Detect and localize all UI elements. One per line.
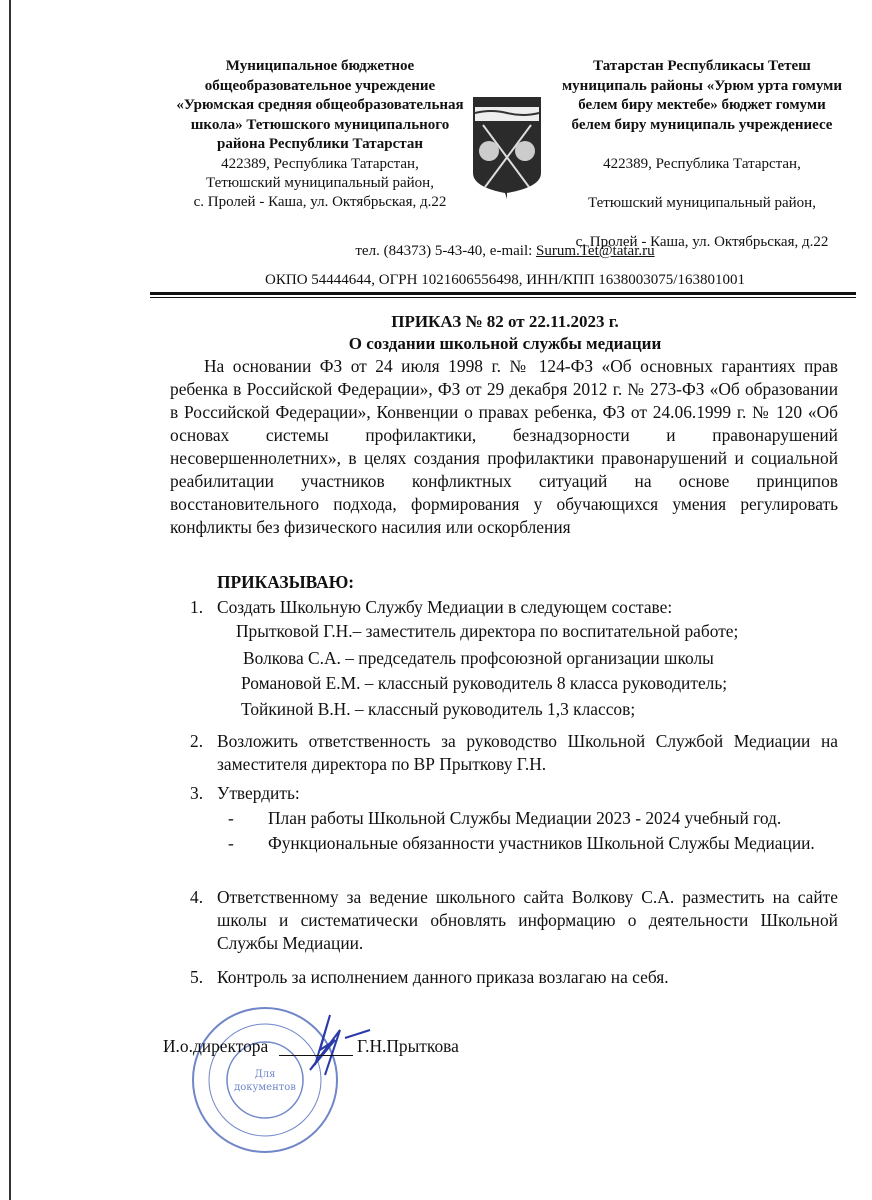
coat-of-arms-emblem bbox=[471, 95, 543, 201]
dash-marker: - bbox=[228, 808, 234, 828]
item-text: Контроль за исполнением данного приказа возлагаю на себя. bbox=[217, 967, 669, 987]
header-line: Муниципальное бюджетное bbox=[225, 58, 415, 74]
signatory-role: И.о.директора bbox=[163, 1036, 269, 1056]
header-left bbox=[160, 57, 480, 212]
header-right bbox=[552, 57, 852, 252]
scan-edge bbox=[9, 0, 11, 1200]
svg-text:документов: документов bbox=[234, 1082, 296, 1093]
address-line: с. Пролей - Каша, ул. Октябрьская, д.22 bbox=[193, 193, 447, 210]
item-text: Ответственному за ведение школьного сайта Волкову С.А. разместить на сайте школы и систематически обновлять информацию о деятельности Школьной Службы Медиации. bbox=[217, 887, 838, 953]
header-line: белем биру мектебе» бюджет гомуми bbox=[578, 97, 826, 113]
header-divider bbox=[150, 292, 856, 295]
header-line: Татарстан Республикасы Тетеш bbox=[593, 58, 811, 74]
member-line: Прытковой Г.Н.– заместитель директора по воспитательной работе; bbox=[236, 621, 739, 641]
item-text: Создать Школьную Службу Медиации в следующем составе: bbox=[217, 597, 673, 617]
email-link[interactable]: Surum.Tet@tatar.ru bbox=[536, 243, 655, 259]
header-line: общеобразовательное учреждение bbox=[204, 77, 436, 94]
signatory-name: Г.Н.Прыткова bbox=[357, 1036, 459, 1056]
address-line: 422389, Республика Татарстан, bbox=[603, 156, 801, 172]
contacts-line bbox=[150, 243, 860, 260]
approve-item bbox=[170, 832, 838, 855]
order-subtitle: О создании школьной службы медиации bbox=[348, 334, 662, 353]
header-line: белем биру муниципаль учреждениесе bbox=[571, 116, 833, 133]
address-line: с. Пролей - Каша, ул. Октябрьская, д.22 bbox=[575, 234, 829, 250]
registry-line: ОКПО 54444644, ОГРН 1021606556498, ИНН/КПП 1638003075/163801001 bbox=[265, 272, 745, 288]
list-item bbox=[190, 886, 838, 955]
order-word: ПРИКАЗЫВАЮ: bbox=[217, 572, 355, 592]
member-line: Романовой Е.М. – классный руководитель 8 класса руководитель; bbox=[241, 673, 728, 693]
approve-text: План работы Школьной Службы Медиации 2023 - 2024 учебный год. bbox=[268, 808, 782, 828]
address-line: Тетюшский муниципальный район, bbox=[206, 174, 434, 191]
address-line: Тетюшский муниципальный район, bbox=[588, 195, 816, 211]
item-number: 1. bbox=[190, 597, 204, 617]
header-line: «Урюмская средняя общеобразовательная bbox=[176, 97, 464, 113]
list-item bbox=[190, 782, 838, 805]
approve-text: Функциональные обязанности участников Школьной Службы Медиации. bbox=[268, 833, 815, 853]
list-item bbox=[190, 730, 838, 776]
item-number: 4. bbox=[190, 887, 204, 907]
item-number: 5. bbox=[190, 967, 204, 987]
header-line: муниципаль районы «Урюм урта гомуми bbox=[561, 77, 843, 94]
approve-item bbox=[170, 807, 838, 830]
item-text: Утвердить: bbox=[217, 783, 300, 803]
item-number: 2. bbox=[190, 731, 204, 751]
list-item bbox=[190, 596, 838, 619]
item-text: Возложить ответственность за руководство Школьной Службой Медиации на заместителя директора по ВР Прыткову Г.Н. bbox=[217, 731, 838, 774]
item-number: 3. bbox=[190, 783, 204, 803]
list-item bbox=[190, 966, 838, 989]
phone-text: тел. (84373) 5-43-40, e-mail: bbox=[355, 243, 537, 259]
address-line: 422389, Республика Татарстан, bbox=[221, 155, 419, 172]
order-title: ПРИКАЗ № 82 от 22.11.2023 г. bbox=[391, 312, 619, 331]
signature-line bbox=[279, 1055, 353, 1056]
header-line: школа» Тетюшского муниципального bbox=[190, 116, 450, 133]
member-line: Тойкиной В.Н. – классный руководитель 1,3 классов; bbox=[241, 699, 636, 719]
header-line: района Республики Татарстан bbox=[217, 136, 423, 152]
header-divider-thin bbox=[150, 297, 856, 298]
preamble-paragraph: На основании ФЗ от 24 июля 1998 г. № 124-ФЗ «Об основных гарантиях прав ребенка в Российской Федерации», ФЗ от 29 декабря 2012 г. № 273-ФЗ «Об образовании в Российской Федерации», Конвенции о правах ребенка, ФЗ от 24.06.1999 г. № 120 «Об основах системы профилактики, безнадзорности и правонарушений несовершеннолетних», в целях создания профилактики правонарушений и социальной реабилитации участников конфликтных ситуаций на основе принципов восстановительного подхода, формирования у обучающихся умения регулировать конфликты без физического насилия или оскорбления bbox=[170, 356, 838, 537]
dash-marker: - bbox=[228, 833, 234, 853]
member-line: Волкова С.А. – председатель профсоюзной организации школы bbox=[243, 648, 714, 668]
svg-text:Для: Для bbox=[254, 1069, 276, 1080]
